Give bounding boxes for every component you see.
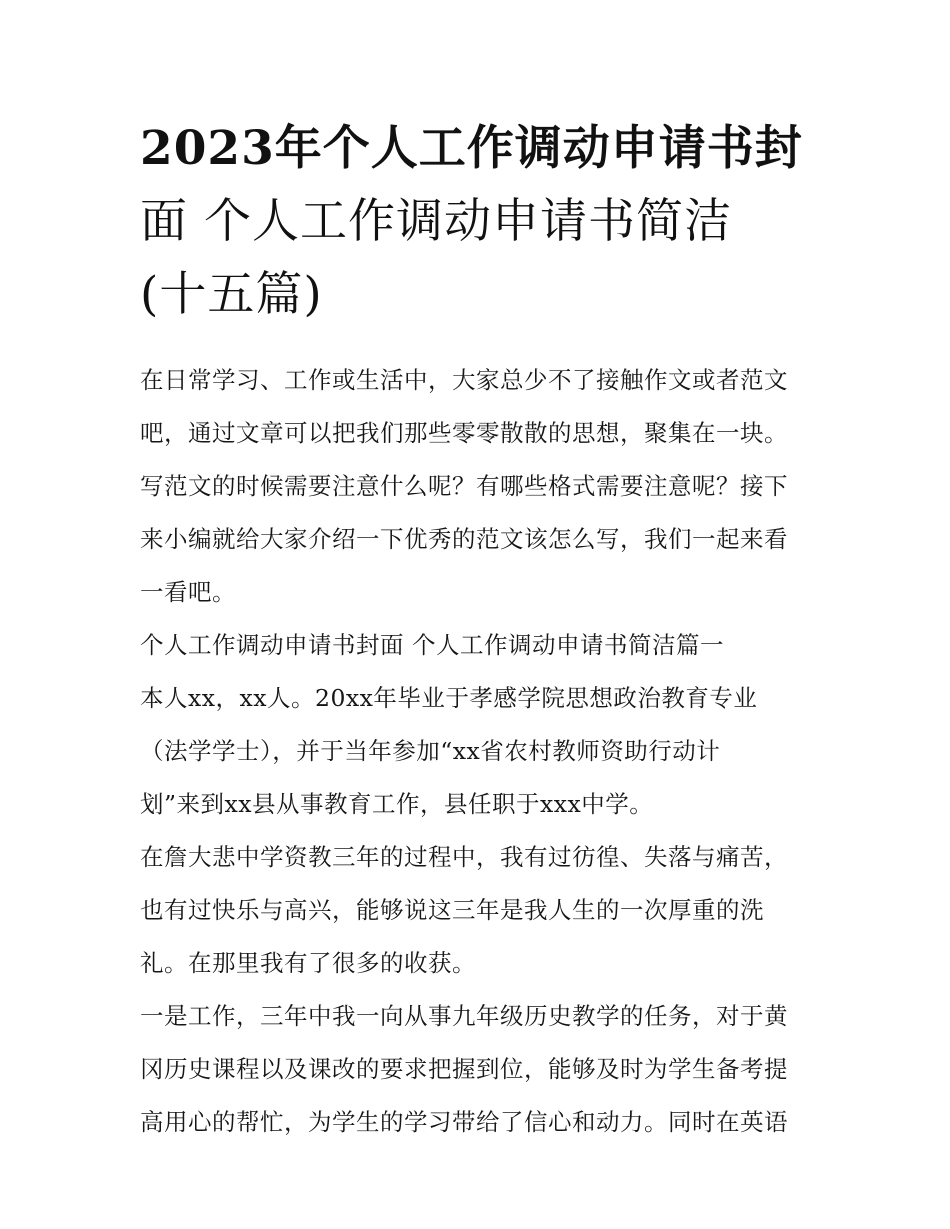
text-line: 冈历史课程以及课改的要求把握到位，能够及时为学生备考提 bbox=[140, 1055, 788, 1083]
text-line: 来小编就给大家介绍一下优秀的范文该怎么写，我们一起来看 bbox=[140, 525, 788, 553]
text-line: （法学学士），并于当年参加“xx省农村教师资助行动计 bbox=[140, 737, 721, 765]
title-line-3: (十五篇) bbox=[140, 267, 323, 322]
text-line: 吧，通过文章可以把我们那些零零散散的思想，聚集在一块。 bbox=[140, 419, 788, 447]
section-heading bbox=[140, 619, 830, 672]
paragraph-work bbox=[140, 990, 830, 1149]
text-line: 本人xx，xx人。20xx年毕业于孝感学院思想政治教育专业 bbox=[140, 684, 758, 712]
paragraph-background bbox=[140, 672, 830, 831]
text-line: 礼。在那里我有了很多的收获。 bbox=[140, 949, 476, 977]
text-line: 在詹大悲中学资教三年的过程中，我有过彷徨、失落与痛苦， bbox=[140, 843, 788, 871]
paragraph-experience bbox=[140, 831, 830, 990]
title-line-1: 2023年个人工作调动申请书封 bbox=[140, 121, 803, 176]
document-body bbox=[140, 354, 830, 1149]
text-line: 也有过快乐与高兴，能够说这三年是我人生的一次厚重的洗 bbox=[140, 896, 764, 924]
text-line: 一是工作，三年中我一向从事九年级历史教学的任务，对于黄 bbox=[140, 1002, 788, 1030]
text-line: 在日常学习、工作或生活中，大家总少不了接触作文或者范文 bbox=[140, 366, 788, 394]
text-line: 高用心的帮忙，为学生的学习带给了信心和动力。同时在英语 bbox=[140, 1108, 788, 1136]
document-title bbox=[140, 112, 830, 331]
paragraph-intro bbox=[140, 354, 830, 619]
title-line-2: 面 个人工作调动申请书简洁 bbox=[140, 194, 732, 249]
text-line: 划”来到xx县从事教育工作，县任职于xxx中学。 bbox=[140, 790, 654, 818]
text-line: 一看吧。 bbox=[140, 578, 236, 606]
text-line: 写范文的时候需要注意什么呢？有哪些格式需要注意呢？接下 bbox=[140, 472, 788, 500]
text-line: 个人工作调动申请书封面 个人工作调动申请书简洁篇一 bbox=[140, 631, 724, 659]
